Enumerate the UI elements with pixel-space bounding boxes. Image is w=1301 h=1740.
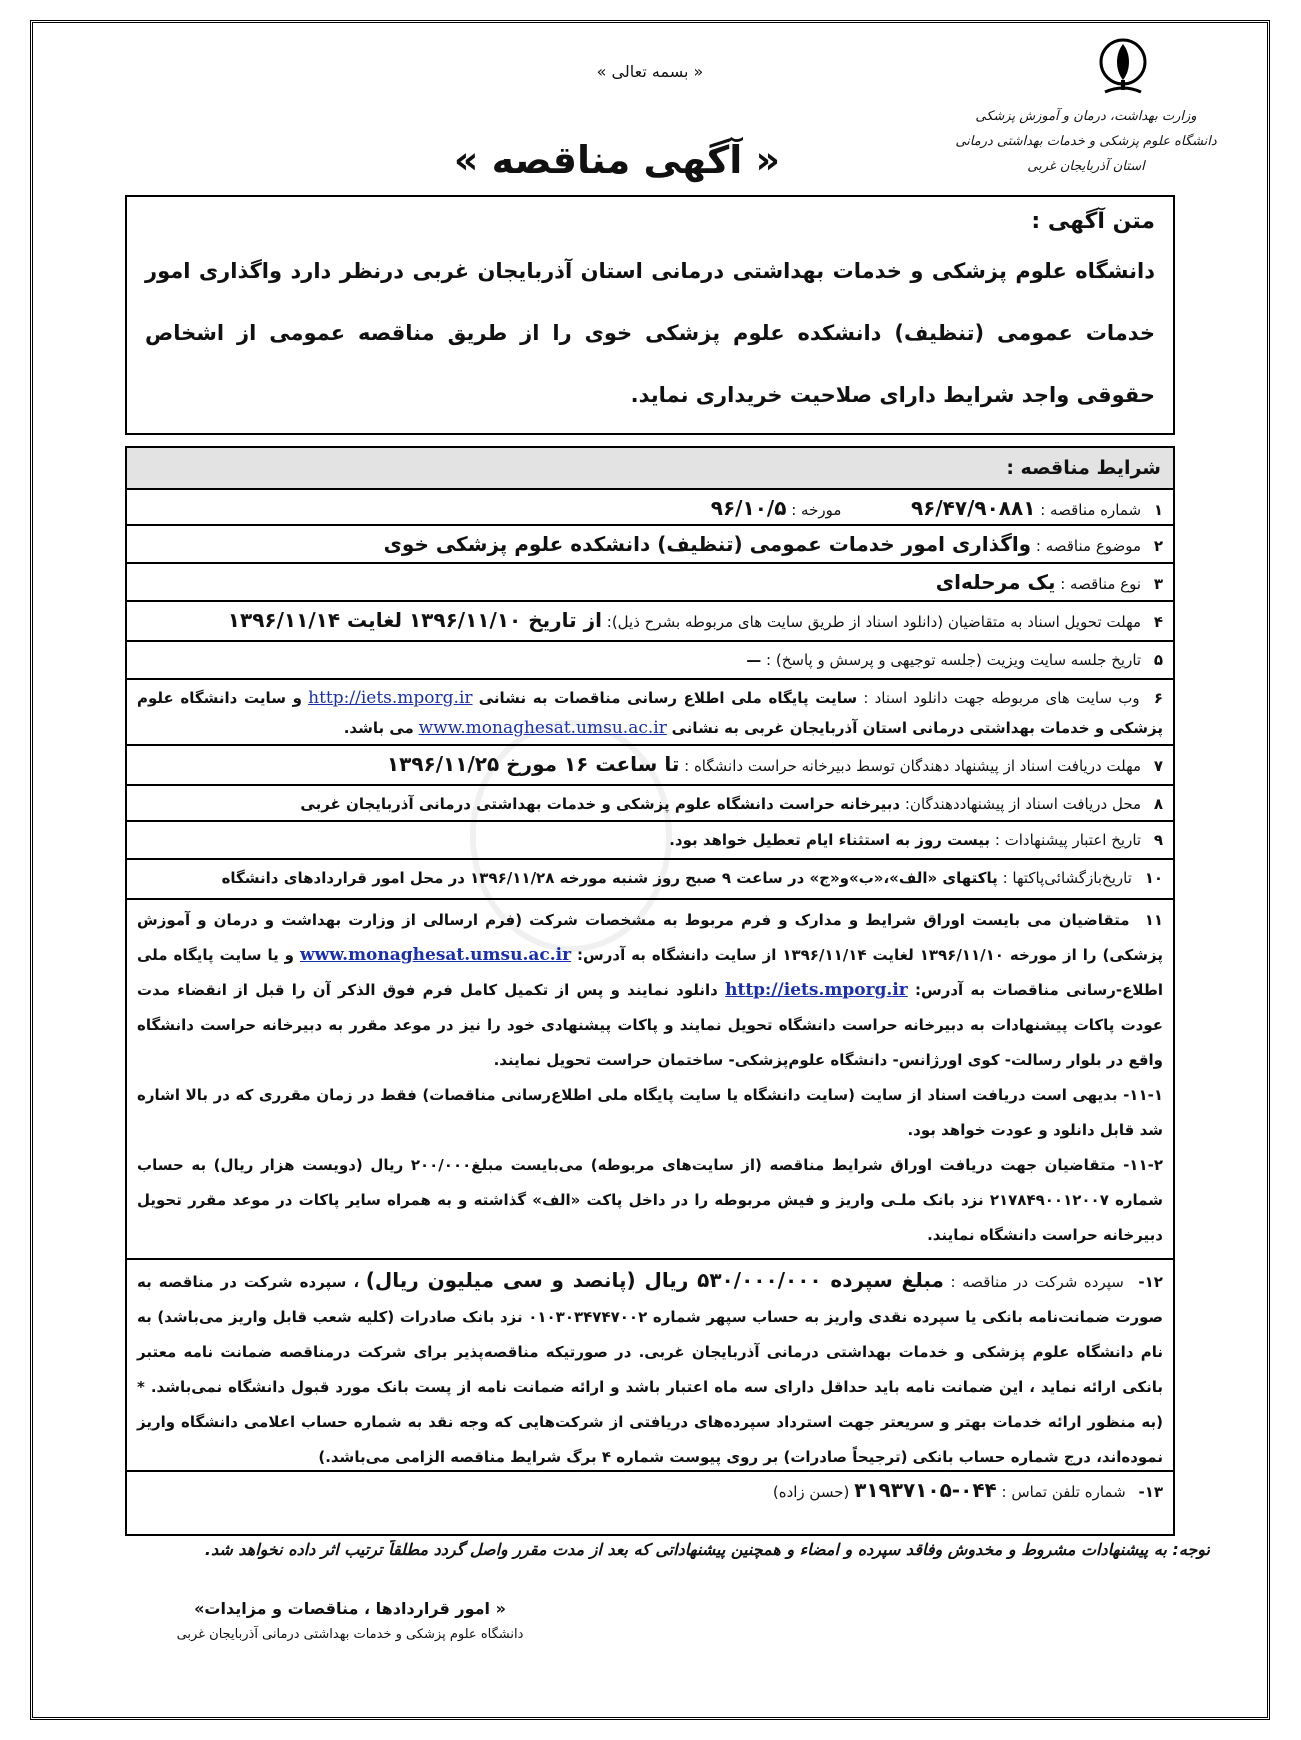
row-label: تاریخ‌بازگشائی‌پاکتها : bbox=[1002, 869, 1132, 887]
monaghesat-link[interactable]: www.monaghesat.umsu.ac.ir bbox=[299, 945, 572, 965]
document-delivery-period: از تاریخ ۱۳۹۶/۱۱/۱۰ لغایت ۱۳۹۶/۱۱/۱۴ bbox=[227, 608, 602, 632]
condition-row-3 bbox=[127, 564, 1173, 602]
row-text: متقاضیان می بایست اوراق شرایط و مدارک و فرم مربوط به مشخصات شرکت (فرم ارسالی از وزارت بهداشت و درمان و آموزش پزشکی) را از مورخه ۱۳۹۶/۱۱/۱۰ لغایت ۱۳۹۶/۱۱/۱۴ از سایت دانشگاه به آدرس: bbox=[137, 911, 1163, 964]
row-text: دانلود نمایند و پس از تکمیل کامل فرم فوق الذکر آن را قبل از انقضاء مدت عودت پاکات پیشنهادات به دبیرخانه حراست دانشگاه تحویل نمایند و پاکات پیشنهادی خود را نیز در موعد مقرر به دبیرخانه حراست دانشگاه واقع در بلوار رسالت- کوی اورژانس- دانشگاه علوم‌پزشکی- ساختمان حراست تحویل نمایند. bbox=[137, 981, 1163, 1069]
notice-heading: متن آگهی : bbox=[1031, 209, 1155, 234]
row-label: نوع مناقصه : bbox=[1060, 575, 1142, 593]
deposit-text: ، سپرده شرکت در مناقصه به صورت ضمانت‌نامه بانکی یا سپرده نقدی واریز به حساب سپهر شماره ۰۱۰۳۰۳۴۷۴۷۰۰۲ نزد بانک صادرات (کلیه شعب قابل واریز می‌باشد) به نام دانشگاه علوم پزشکی و خدمات بهداشتی درمانی آذربایجان غربی. در صورتیکه مناقصه‌پذیر برای شرکت درمناقصه ضمانت نامه معتبر بانکی ارائه نماید ، این ضمانت نامه باید حداقل دارای سه ماه اعتبار باشد و ارائه ضمانت نامه از پست بانک مورد قبول دانشگاه نمی‌باشد. * (به منظور ارائه خدمات بهتر و سریعتر جهت استرداد سپرده‌های دریافتی از شرکت‌هایی که وجه نقد به شماره حساب اعلامی دانشگاه واریز نموده‌اند، درج شماره حساب بانکی (ترجیحاً صادرات) بر روی پیوست شماره ۴ برگ شرایط مناقصه الزامی می‌باشد.) bbox=[137, 1273, 1163, 1466]
ministry-emblem-icon bbox=[1095, 36, 1151, 98]
row-label: شماره تلفن تماس : bbox=[1001, 1483, 1126, 1501]
ministry-header bbox=[951, 104, 1221, 179]
condition-row-5 bbox=[127, 642, 1173, 680]
condition-row-11 bbox=[127, 900, 1173, 1260]
row-label: تاریخ اعتبار پیشنهادات : bbox=[994, 831, 1142, 849]
tender-type: یک مرحله‌ای bbox=[935, 570, 1056, 594]
notice-body: دانشگاه علوم پزشکی و خدمات بهداشتی درمانی استان آذربایجان غربی درنظر دارد واگذاری امور خدمات عمومی (تنظیف) دانشکده علوم پزشکی خوی را از طریق مناقصه عمومی از اشخاص حقوقی واجد شرایط دارای صلاحیت خریداری نماید. bbox=[145, 259, 1155, 407]
condition-row-8 bbox=[127, 786, 1173, 822]
deposit-amount: مبلغ سپرده ۵۳۰/۰۰۰/۰۰۰ ریال (پانصد و سی میلیون ریال) bbox=[365, 1268, 944, 1292]
row-text: و یا سایت پایگاه ملی اطلاع-رسانی مناقصات به آدرس: bbox=[137, 946, 1163, 999]
row-number: ۳ bbox=[1153, 575, 1163, 593]
row-number: ۸ bbox=[1153, 795, 1163, 813]
opening-date: پاکتهای «الف»،«ب»و«ج» در ساعت ۹ صبح روز شنبه مورخه ۱۳۹۶/۱۱/۲۸ در محل امور قراردادهای دانشگاه bbox=[221, 869, 998, 887]
row-number: ۱۰ bbox=[1144, 869, 1163, 887]
conditions-heading: شرایط مناقصه : bbox=[127, 448, 1173, 490]
subclause-11-2: ۱۱-۲- متقاضیان جهت دریافت اوراق شرایط مناقصه (از سایت‌های مربوطه) می‌بایست مبلغ۲۰۰/۰۰۰ ریال (دویست هزار ریال) به حساب شماره ۲۱۷۸۴۹۰۰۱۲۰۰۷ نزد بانک ملـی واریز و فیش مربوطه را در داخل پاکت «الف» گذاشته و به همراه سایر پاکات در موعد مقرر تحویل دبیرخانه حراست دانشگاه نمایند. bbox=[137, 1156, 1163, 1244]
tender-date: ۹۶/۱۰/۵ bbox=[710, 496, 787, 520]
monaghesat-link[interactable]: www.monaghesat.umsu.ac.ir bbox=[418, 718, 667, 738]
row-number: ۱۳- bbox=[1138, 1483, 1163, 1501]
row-label: مهلت دریافت اسناد از پیشنهاد دهندگان توسط دبیرخانه حراست دانشگاه : bbox=[684, 757, 1142, 775]
office-name: « امور قراردادها ، مناقصات و مزایدات» bbox=[194, 1599, 506, 1618]
row-label: شماره مناقصه : bbox=[1040, 501, 1142, 519]
website-text: سایت پایگاه ملی اطلاع رسانی مناقصات به نشانی bbox=[478, 689, 858, 707]
ministry-line: وزارت بهداشت، درمان و آموزش پزشکی bbox=[975, 109, 1197, 124]
row-label: وب سایت های مربوطه جهت دانلود اسناد : bbox=[863, 689, 1140, 707]
row-label: محل دریافت اسناد از پیشنهاددهندگان: bbox=[904, 795, 1142, 813]
condition-row-4 bbox=[127, 602, 1173, 642]
row-number: ۵ bbox=[1153, 651, 1163, 669]
condition-row-2 bbox=[127, 526, 1173, 564]
site-visit-date: — bbox=[746, 651, 762, 669]
contact-name: (حسن زاده) bbox=[772, 1483, 850, 1501]
footnote: توجه: به پیشنهادات مشروط و مخدوش وفاقد سپرده و امضاء و همچنین پیشنهاداتی که بعد از مدت مقرر واصل گردد مطلقاً ترتیب اثر داده نخواهد شد. bbox=[204, 1540, 1210, 1559]
conditions-table bbox=[125, 446, 1175, 1536]
row-label: مهلت تحویل اسناد به متقاضیان (دانلود اسناد از طریق سایت های مربوطه بشرح ذیل): bbox=[606, 613, 1142, 631]
ministry-line: استان آذربایجان غربی bbox=[1027, 159, 1145, 174]
row-label: موضوع مناقصه : bbox=[1035, 537, 1142, 555]
row-label: تاریخ جلسه سایت ویزیت (جلسه توجیهی و پرسش و پاسخ) : bbox=[766, 651, 1142, 669]
condition-row-1 bbox=[127, 490, 1173, 526]
website-text: می باشد. bbox=[343, 719, 414, 737]
row-number: ۹ bbox=[1153, 831, 1163, 849]
submission-place: دبیرخانه حراست دانشگاه علوم پزشکی و خدمات بهداشتی درمانی آذربایجان غربی bbox=[300, 795, 901, 813]
iets-link[interactable]: http://iets.mporg.ir bbox=[725, 980, 908, 1000]
date-label: مورخه : bbox=[791, 501, 842, 519]
row-number: ۱۲- bbox=[1138, 1273, 1163, 1291]
row-number: ۶ bbox=[1153, 689, 1163, 707]
subclause-11-1: ۱۱-۱- بدیهی است دریافت اسناد از سایت (سایت دانشگاه یا سایت پایگاه ملی اطلاع‌رسانی مناقصات) فقط در زمان مقرری که در بالا اشاره شد قابل دانلود و عودت خواهد بود. bbox=[137, 1086, 1163, 1139]
condition-row-12 bbox=[127, 1260, 1173, 1472]
condition-row-6 bbox=[127, 680, 1173, 746]
website-text: و سایت دانشگاه علوم پزشکی و خدمات بهداشتی درمانی استان آذربایجان غربی به نشانی bbox=[137, 689, 1163, 737]
condition-row-13 bbox=[127, 1472, 1173, 1512]
row-number: ۷ bbox=[1153, 757, 1163, 775]
row-number: ۱۱ bbox=[1144, 911, 1163, 929]
page-title: « آگهی مناقصه » bbox=[453, 138, 780, 182]
office-signature bbox=[140, 1596, 560, 1648]
condition-row-9 bbox=[127, 822, 1173, 860]
row-number: ۲ bbox=[1153, 537, 1163, 555]
row-number: ۱ bbox=[1153, 501, 1163, 519]
phone-number: ۰۴۴-۳۱۹۳۷۱۰۵ bbox=[854, 1478, 997, 1502]
bid-validity: بیست روز به استثناء ایام تعطیل خواهد بود. bbox=[669, 831, 991, 849]
ministry-line: دانشگاه علوم پزشکی و خدمات بهداشتی درمانی bbox=[955, 134, 1217, 149]
tender-subject: واگذاری امور خدمات عمومی (تنظیف) دانشکده علوم پزشکی خوی bbox=[383, 532, 1032, 556]
condition-row-10 bbox=[127, 860, 1173, 900]
iets-link[interactable]: http://iets.mporg.ir bbox=[308, 688, 473, 708]
condition-row-7 bbox=[127, 746, 1173, 786]
tender-number: ۹۶/۴۷/۹۰۸۸۱ bbox=[910, 496, 1036, 520]
submission-deadline: تا ساعت ۱۶ مورخ ۱۳۹۶/۱۱/۲۵ bbox=[386, 752, 680, 776]
basmala: « بسمه تعالی » bbox=[596, 62, 704, 81]
row-label: سپرده شرکت در مناقصه : bbox=[950, 1273, 1124, 1291]
office-university: دانشگاه علوم پزشکی و خدمات بهداشتی درمانی آذربایجان غربی bbox=[176, 1627, 524, 1642]
notice-box bbox=[125, 195, 1175, 435]
row-number: ۴ bbox=[1153, 613, 1163, 631]
